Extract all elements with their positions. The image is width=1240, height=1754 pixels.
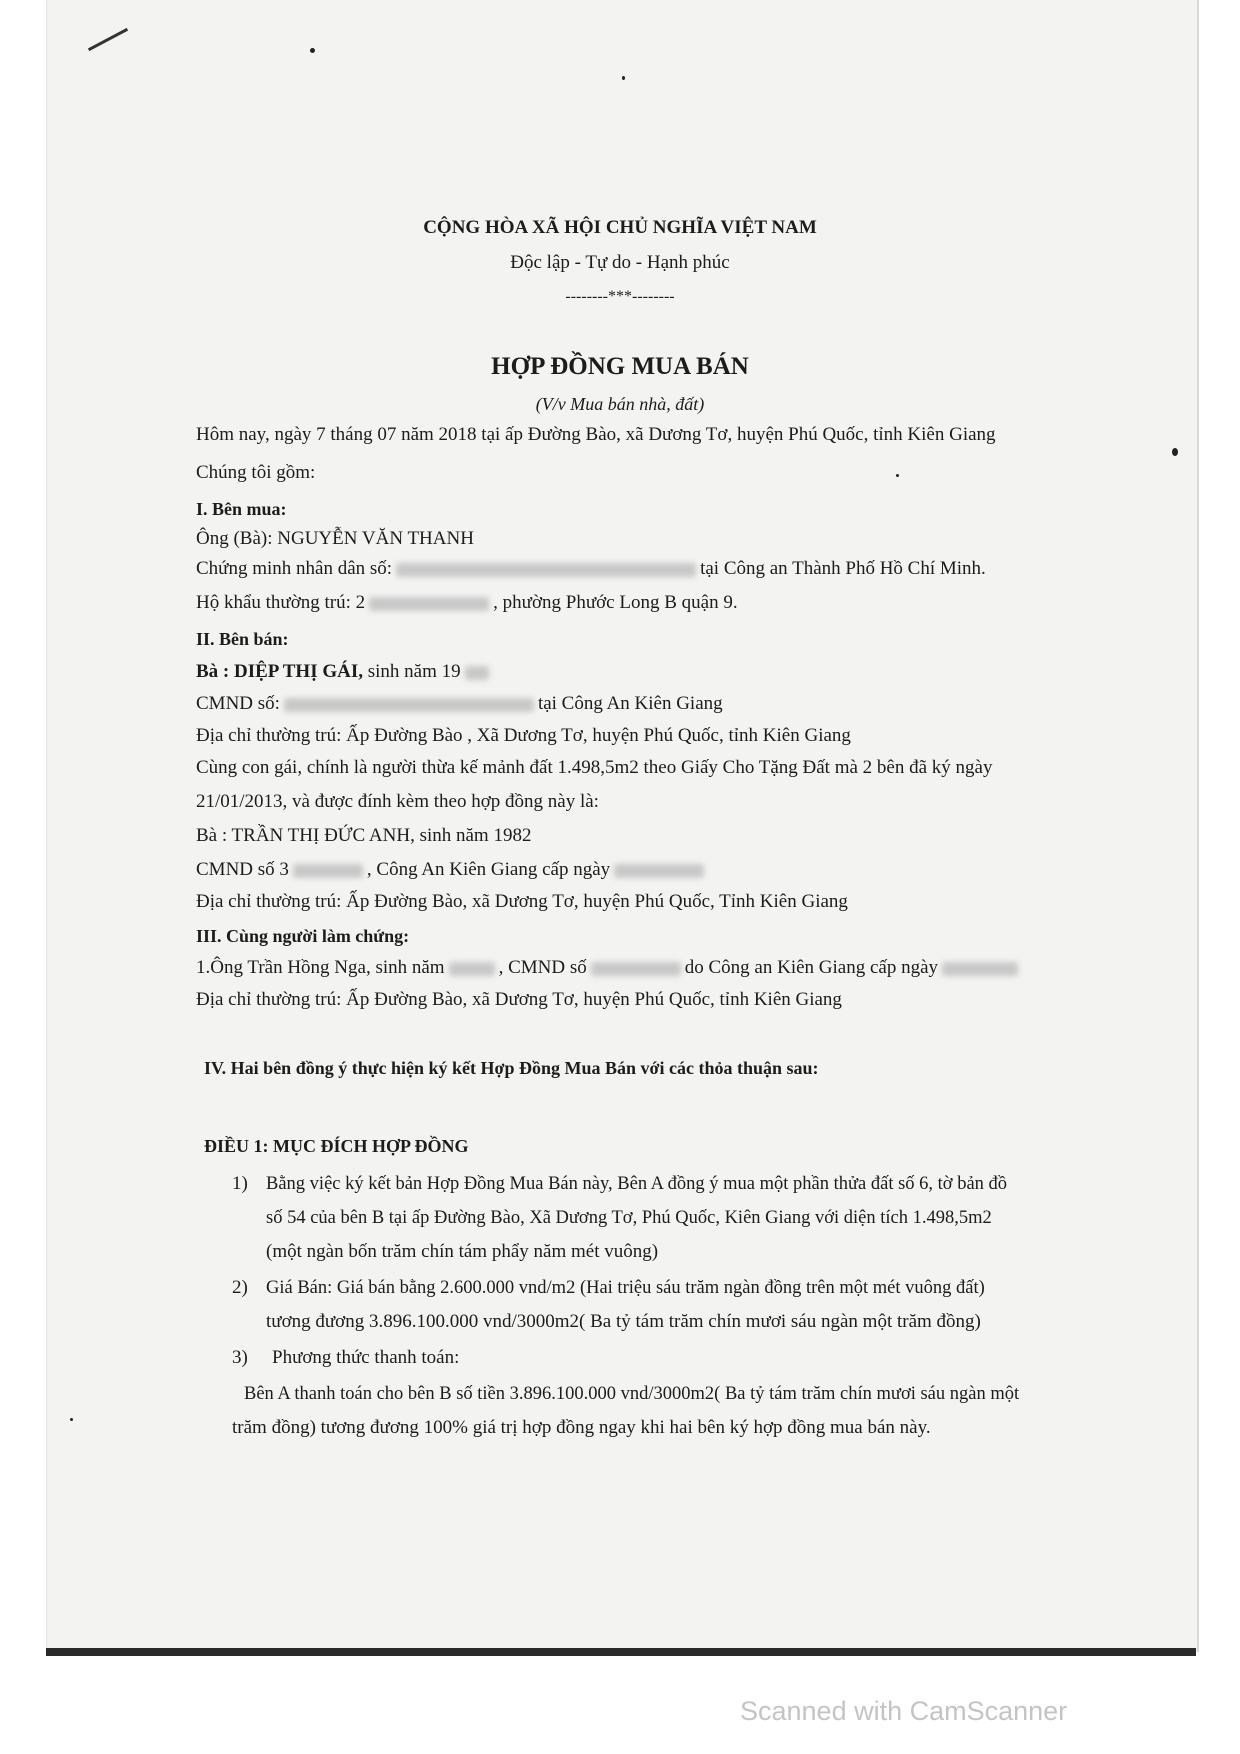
buyer-address-suffix: , phường Phước Long B quận 9.: [493, 592, 738, 613]
payment-line-2: trăm đồng) tương đương 100% giá trị hợp đồng ngay khi hai bên ký hợp đồng mua bán này.: [232, 1417, 931, 1438]
item1-line-1: Bằng việc ký kết bản Hợp Đồng Mua Bán này, Bên A đồng ý mua một phần thửa đất số 6, tờ bản đồ: [266, 1174, 1008, 1194]
contract-title: HỢP ĐỒNG MUA BÁN: [491, 353, 749, 380]
item2-line-1: Giá Bán: Giá bán bằng 2.600.000 vnd/m2 (Hai triệu sáu trăm ngàn đồng trên một mét vuông đất): [266, 1278, 985, 1298]
daughter-id-line: [196, 858, 708, 882]
seller-id-label: CMND số:: [196, 693, 280, 714]
payment-line-1: Bên A thanh toán cho bên B số tiền 3.896.100.000 vnd/3000m2( Ba tỷ tám trăm chín mươi sáu ngàn một: [244, 1384, 1020, 1404]
item3-number: 3): [232, 1347, 248, 1368]
seller-address: Địa chỉ thường trú: Ấp Đường Bào , Xã Dương Tơ, huyện Phú Quốc, tỉnh Kiên Giang: [196, 725, 851, 746]
witness-address: Địa chỉ thường trú: Ấp Đường Bào, xã Dương Tơ, huyện Phú Quốc, tỉnh Kiên Giang: [196, 989, 842, 1010]
buyer-id-line: [196, 557, 986, 581]
separator: --------***--------: [565, 288, 675, 305]
seller-id-suffix: tại Công An Kiên Giang: [537, 693, 723, 714]
redacted-id: [293, 864, 363, 878]
redacted-id: [591, 962, 681, 976]
seller-id-line: [196, 692, 723, 716]
witness-name: 1.Ông Trần Hồng Nga, sinh năm: [196, 957, 445, 978]
motto: Độc lập - Tự do - Hạnh phúc: [510, 252, 730, 273]
scan-speck: [622, 76, 625, 80]
daughter-name: Bà : TRẦN THỊ ĐỨC ANH, sinh năm 1982: [196, 825, 532, 846]
inherit-line-1: Cùng con gái, chính là người thừa kế mảnh đất 1.498,5m2 theo Giấy Cho Tặng Đất mà 2 bên đã ký ngày: [196, 757, 993, 778]
redacted-id: [284, 698, 534, 712]
redacted-date: [942, 962, 1018, 976]
daughter-id-label: CMND số 3: [196, 859, 289, 880]
buyer-heading: I. Bên mua:: [196, 499, 287, 519]
redacted-date: [614, 864, 704, 878]
witness-id-suffix: do Công an Kiên Giang cấp ngày: [684, 957, 939, 978]
page-bottom-edge: [46, 1648, 1196, 1656]
seller-name-line: [196, 660, 493, 684]
scan-speck: [1172, 448, 1178, 456]
item1-line-3: (một ngàn bốn trăm chín tám phẩy năm mét vuông): [266, 1241, 659, 1262]
buyer-address-label: Hộ khẩu thường trú: 2: [196, 592, 366, 613]
parties-intro: Chúng tôi gồm:: [196, 462, 316, 483]
witness-line: [196, 956, 1022, 980]
camscanner-watermark: Scanned with CamScanner: [740, 1696, 1068, 1726]
witness-id-label: , CMND số: [498, 957, 587, 978]
buyer-name: Ông (Bà): NGUYỄN VĂN THANH: [196, 528, 474, 549]
seller-name: Bà : DIỆP THỊ GÁI,: [196, 661, 363, 682]
article1-heading: ĐIỀU 1: MỤC ĐÍCH HỢP ĐỒNG: [204, 1136, 469, 1156]
redacted-year: [449, 962, 495, 976]
redacted-address: [369, 597, 489, 611]
intro-line: Hôm nay, ngày 7 tháng 07 năm 2018 tại ấp Đường Bào, xã Dương Tơ, huyện Phú Quốc, tỉnh Kiên Giang: [196, 424, 996, 445]
contract-subtitle: (V/v Mua bán nhà, đất): [535, 394, 705, 414]
buyer-address-line: [196, 591, 738, 615]
buyer-id-label: Chứng minh nhân dân số:: [196, 558, 393, 579]
redacted-year: [465, 666, 489, 680]
country-heading: CỘNG HÒA XÃ HỘI CHỦ NGHĨA VIỆT NAM: [423, 217, 817, 238]
redacted-id: [396, 563, 696, 577]
witness-heading: III. Cùng người làm chứng:: [196, 926, 410, 946]
agreement-heading: IV. Hai bên đồng ý thực hiện ký kết Hợp Đồng Mua Bán với các thỏa thuận sau:: [204, 1058, 819, 1078]
scan-speck: [70, 1418, 73, 1421]
seller-heading: II. Bên bán:: [196, 629, 289, 649]
seller-birth: sinh năm 19: [363, 661, 461, 682]
item1-line-2: số 54 của bên B tại ấp Đường Bào, Xã Dương Tơ, Phú Quốc, Kiên Giang với diện tích 1.498,5m2: [266, 1208, 992, 1228]
item2-line-2: tương đương 3.896.100.000 vnd/3000m2( Ba tỷ tám trăm chín mươi sáu ngàn một trăm đồng): [266, 1311, 981, 1332]
item2-number: 2): [232, 1277, 248, 1298]
item3-line-1: Phương thức thanh toán:: [272, 1347, 460, 1368]
item1-number: 1): [232, 1173, 248, 1194]
scan-speck: [310, 48, 315, 53]
scan-speck: [896, 474, 899, 477]
buyer-id-suffix: tại Công an Thành Phố Hồ Chí Minh.: [700, 558, 986, 579]
daughter-id-mid: , Công An Kiên Giang cấp ngày: [366, 859, 611, 880]
daughter-address: Địa chỉ thường trú: Ấp Đường Bào, xã Dương Tơ, huyện Phú Quốc, Tỉnh Kiên Giang: [196, 891, 848, 912]
inherit-line-2: 21/01/2013, và được đính kèm theo hợp đồng này là:: [196, 791, 599, 812]
